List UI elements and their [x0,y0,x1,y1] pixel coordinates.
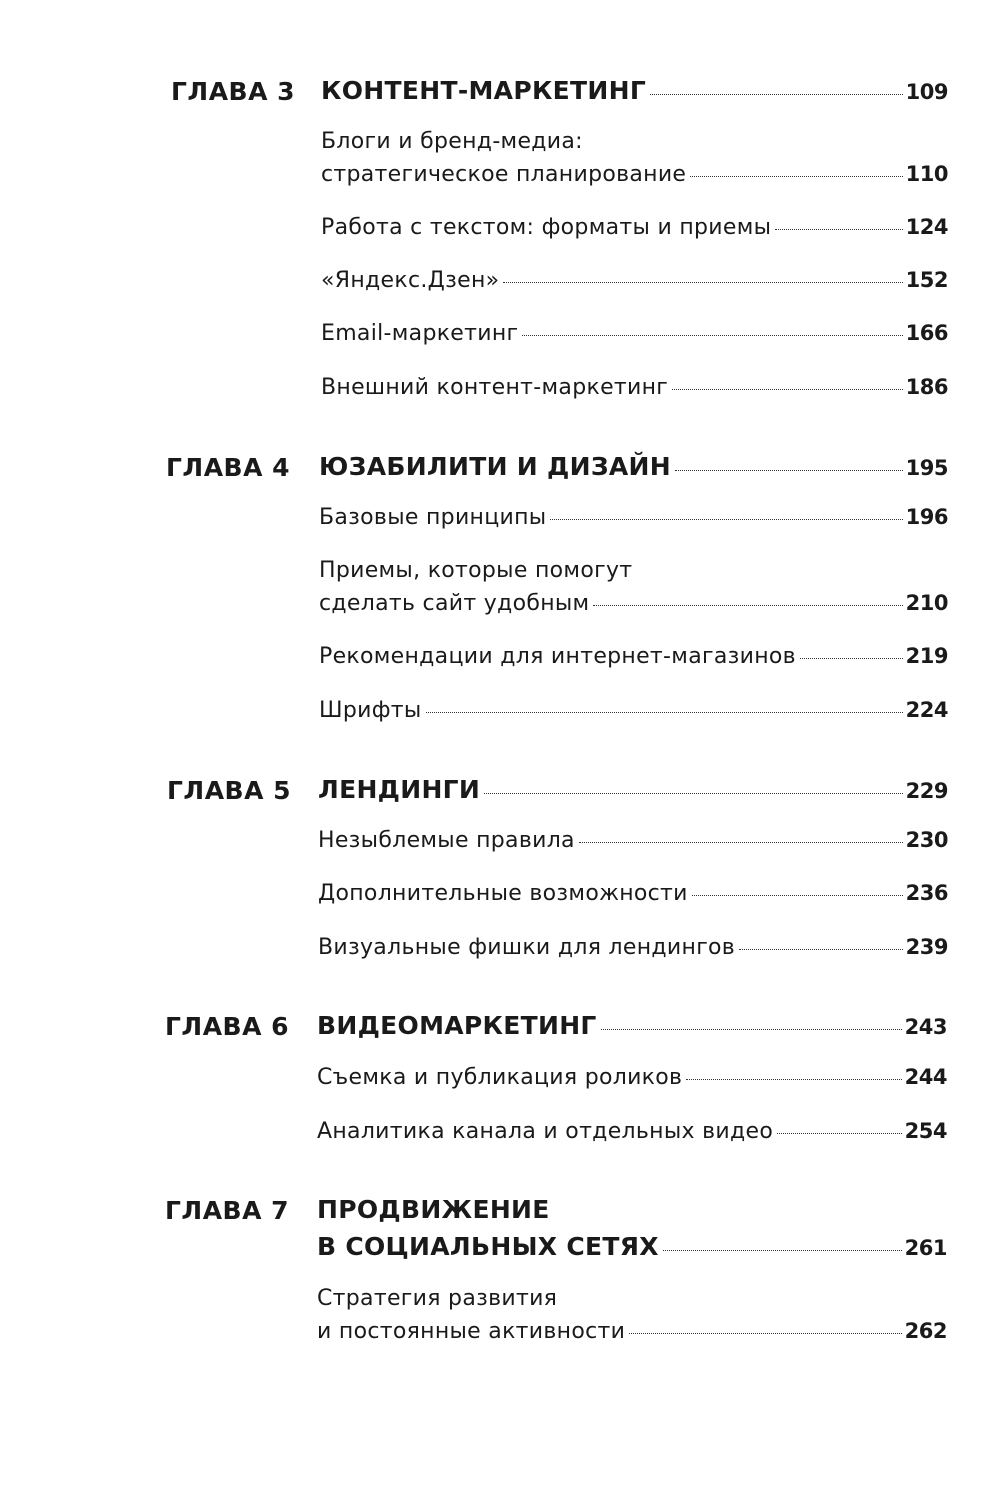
chapter-title: ЮЗАБИЛИТИ И ДИЗАЙН [319,452,671,481]
chapter-title-entry[interactable] [321,78,948,103]
chapter-label: ГЛАВА 6 [165,1012,290,1041]
dot-leader [690,176,902,177]
section-title: Дополнительные возможности [318,881,688,906]
chapter-title-entry[interactable] [317,1013,947,1038]
page-number: 186 [905,375,948,399]
section-title: Работа с текстом: форматы и приемы [321,215,772,240]
dot-leader [663,1250,902,1251]
chapter-title-entry[interactable] [317,1234,947,1259]
section-title: Базовые принципы [319,505,547,530]
page-number: 236 [905,881,948,905]
dot-leader [739,949,903,950]
section-title: «Яндекс.Дзен» [321,268,500,293]
dot-leader [579,842,903,843]
section-title: Визуальные фишки для лендингов [318,935,736,960]
section-title: Съемка и публикация роликов [317,1065,683,1090]
toc-entry[interactable] [321,270,948,292]
dot-leader [522,335,902,336]
section-title: Аналитика канала и отдельных видео [317,1119,774,1144]
chapter-title-entry[interactable] [319,454,948,479]
section-title: и постоянные активности [317,1319,626,1344]
chapter-title: ЛЕНДИНГИ [318,775,481,804]
chapter-title-entry[interactable] [318,777,948,802]
toc-entry[interactable] [319,646,948,668]
dot-leader [686,1079,901,1080]
page-number: 109 [905,80,948,104]
dot-leader [550,519,902,520]
dot-leader [629,1333,901,1334]
section-title: Шрифты [319,698,422,723]
page-number: 219 [905,644,948,668]
page-number: 196 [905,505,948,529]
toc-entry[interactable] [319,593,948,615]
chapter-title: ВИДЕОМАРКЕТИНГ [317,1011,597,1040]
dot-leader [601,1029,902,1030]
dot-leader [650,94,903,95]
page-number: 166 [905,321,948,345]
dot-leader [593,605,902,606]
section-title: Незыблемые правила [318,828,575,853]
section-title-line1: Приемы, которые помогут [319,558,633,583]
dot-leader [692,895,903,896]
chapter-label: ГЛАВА 5 [167,776,292,805]
dot-leader [775,229,902,230]
page-number: 124 [905,215,948,239]
dot-leader [675,470,903,471]
toc-entry[interactable] [318,883,948,905]
chapter-label: ГЛАВА 3 [171,77,296,106]
page-number: 229 [905,779,948,803]
page-number: 210 [905,591,948,615]
toc-entry[interactable] [318,830,948,852]
page-number: 243 [904,1015,947,1039]
page-number: 239 [905,935,948,959]
toc-entry[interactable] [318,937,948,959]
chapter-label: ГЛАВА 4 [166,453,291,482]
dot-leader [484,793,903,794]
toc-entry[interactable] [317,1321,947,1343]
toc-entry[interactable] [317,1121,947,1143]
chapter-title-line1: ПРОДВИЖЕНИЕ [317,1195,550,1224]
section-title-line1: Стратегия развития [317,1286,558,1311]
page-number: 224 [905,698,948,722]
dot-leader [672,389,902,390]
section-title: Внешний контент-маркетинг [321,375,669,400]
toc-entry[interactable] [321,164,948,186]
chapter-title: КОНТЕНТ-МАРКЕТИНГ [321,76,647,105]
section-title: Рекомендации для интернет-магазинов [319,644,796,669]
toc-entry[interactable] [321,323,948,345]
dot-leader [800,658,903,659]
section-title-line1: Блоги и бренд-медиа: [321,129,583,154]
page-number: 262 [904,1319,947,1343]
toc-entry[interactable] [319,507,948,529]
page-number: 244 [904,1065,947,1089]
page-number: 110 [905,162,948,186]
dot-leader [503,282,902,283]
toc-entry[interactable] [319,700,948,722]
section-title: стратегическое планирование [321,162,687,187]
section-title: сделать сайт удобным [319,591,590,616]
page-number: 261 [904,1236,947,1260]
page-number: 254 [904,1119,947,1143]
toc-entry[interactable] [321,217,948,239]
chapter-label: ГЛАВА 7 [165,1196,290,1225]
toc-entry[interactable] [321,377,948,399]
section-title: Email-маркетинг [321,321,519,346]
page-number: 152 [905,268,948,292]
page-number: 195 [905,456,948,480]
dot-leader [777,1133,902,1134]
page-number: 230 [905,828,948,852]
chapter-title: В СОЦИАЛЬНЫХ СЕТЯХ [317,1232,659,1261]
dot-leader [426,712,903,713]
toc-entry[interactable] [317,1067,947,1089]
